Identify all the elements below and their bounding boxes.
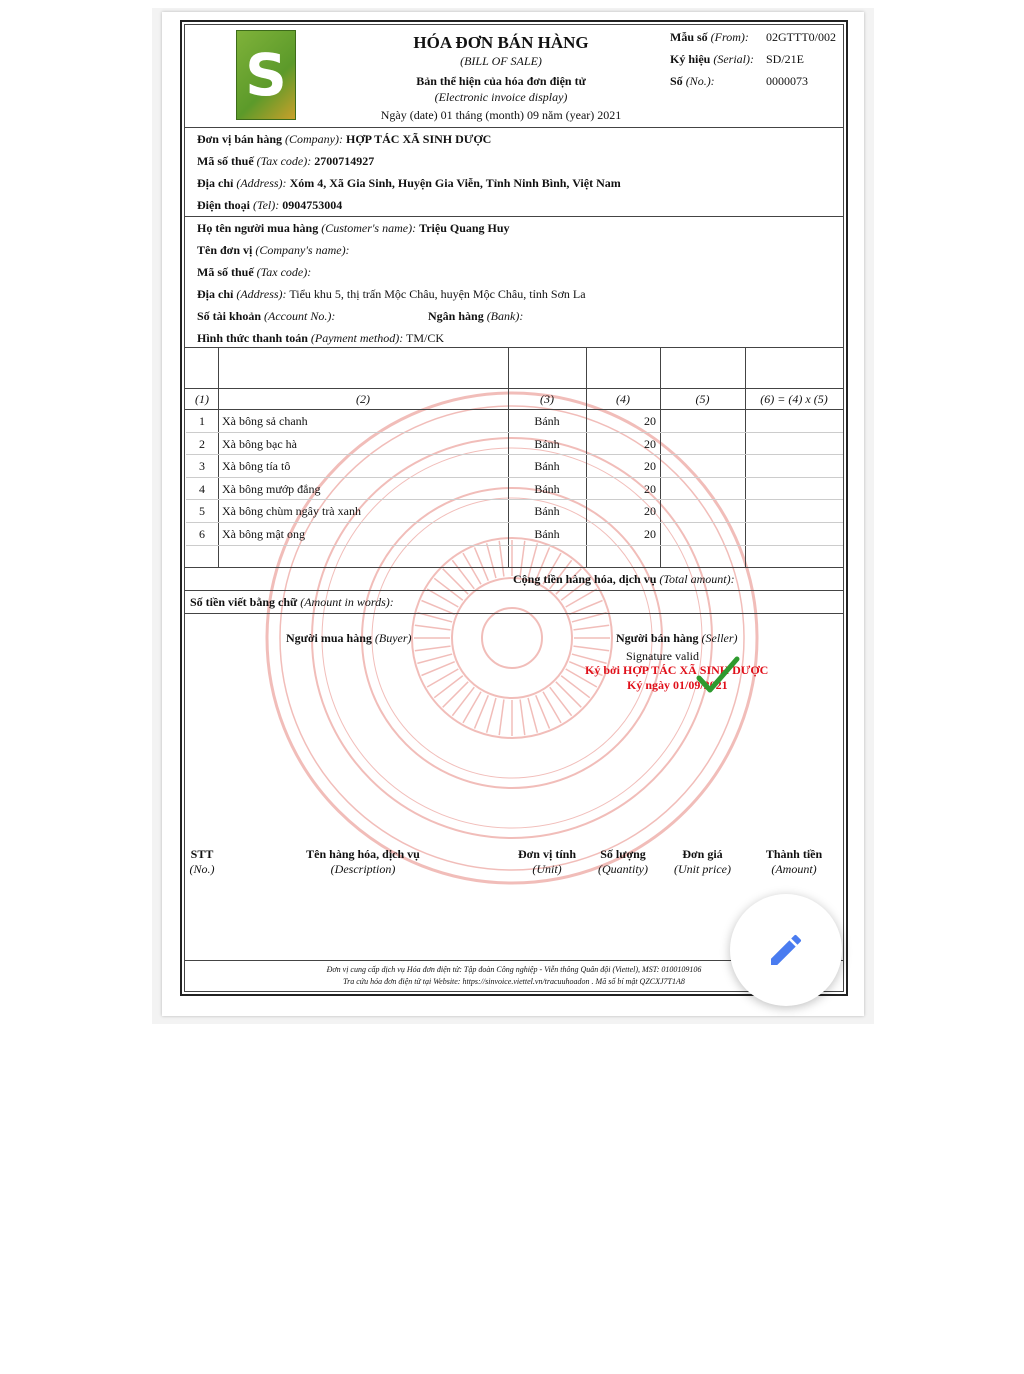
row-amount (745, 455, 839, 477)
index-cell: (4) (616, 391, 630, 406)
signed-by-text: Ký bởi HỢP TÁC XÃ SINH DƯỢC (585, 663, 769, 677)
row-quantity: 20 (644, 481, 656, 496)
row-unit-price (660, 410, 741, 432)
row-unit-price (660, 478, 741, 500)
row-description: Xà bông bạc hà (222, 436, 297, 451)
table-row (186, 500, 843, 522)
invoice-date: Ngày (date) 01 tháng (month) 09 năm (year) 2021 (380, 108, 622, 122)
index-cell: (2) (356, 391, 370, 406)
row-no: 1 (199, 413, 205, 428)
buyer-tax-code: Mã số thuế (Tax code): (197, 265, 312, 279)
row-quantity: 20 (644, 436, 656, 451)
buyer-signature-label: Người mua hàng (Buyer) (286, 631, 412, 645)
divider (185, 216, 843, 217)
edit-button[interactable] (730, 894, 842, 1006)
row-amount (745, 523, 839, 545)
number-value: 0000073 (766, 74, 808, 88)
col-header-description: Tên hàng hóa, dịch vụ (Description) (306, 847, 420, 876)
payment-method: Hình thức thanh toán (Payment method): TM/CK (197, 331, 445, 345)
template-value: 02GTTT0/002 (766, 30, 836, 44)
row-no: 4 (199, 481, 205, 496)
seller-tax-code: Mã số thuế (Tax code): 2700714927 (197, 154, 375, 168)
row-separator (186, 499, 843, 500)
buyer-name: Họ tên người mua hàng (Customer's name): Triệu Quang Huy (197, 221, 510, 235)
seller-address: Địa chỉ (Address): Xóm 4, Xã Gia Sinh, Huyện Gia Viễn, Tỉnh Ninh Bình, Việt Nam (197, 176, 621, 190)
row-unit: Bánh (534, 458, 560, 473)
table-row (186, 455, 843, 477)
row-amount (745, 433, 839, 455)
index-cell: (6) = (4) x (5) (760, 391, 828, 406)
row-unit-price (660, 523, 741, 545)
row-separator (186, 454, 843, 455)
table-row (186, 433, 843, 455)
buyer-company: Tên đơn vị (Company's name): (197, 243, 350, 257)
table-row (186, 410, 843, 432)
row-unit: Bánh (534, 436, 560, 451)
row-unit-price (660, 433, 741, 455)
row-quantity: 20 (644, 413, 656, 428)
table-row (186, 478, 843, 500)
row-quantity: 20 (644, 503, 656, 518)
row-amount (745, 410, 839, 432)
row-quantity: 20 (644, 526, 656, 541)
row-description: Xà bông tía tô (222, 458, 291, 473)
col-header-amount: Thành tiền (Amount) (765, 847, 823, 876)
row-no: 2 (199, 436, 205, 451)
index-cell: (1) (195, 391, 209, 406)
row-description: Xà bông chùm ngây trà xanh (222, 503, 361, 518)
col-header-quantity: Số lượng (Quantity) (598, 847, 648, 876)
row-no: 3 (199, 458, 205, 473)
index-cell: (3) (540, 391, 554, 406)
display-note-en: (Electronic invoice display) (434, 90, 568, 104)
template-label: Mẫu số (From): (670, 30, 749, 44)
row-no: 6 (199, 526, 205, 541)
footer-provider: Đơn vị cung cấp dịch vụ Hóa đơn điện tử: Tập đoàn Công nghiệp - Viễn thông Quân đội (Viettel), MST: 0100109106 (326, 965, 702, 974)
seller-signature-label: Người bán hàng (Seller) (616, 631, 738, 645)
row-unit: Bánh (534, 526, 560, 541)
buyer-account: Số tài khoản (Account No.): (197, 309, 336, 323)
row-separator (186, 432, 843, 433)
amount-in-words-label: Số tiền viết bằng chữ (Amount in words): (190, 595, 394, 609)
signed-date-text: Ký ngày 01/09/2021 (627, 678, 728, 692)
row-unit: Bánh (534, 413, 560, 428)
serial-value: SD/21E (766, 52, 805, 66)
row-unit: Bánh (534, 481, 560, 496)
check-icon (696, 656, 740, 696)
footer-lookup: Tra cứu hóa đơn điện tử tại Website: https://sinvoice.viettel.vn/tracuuhoadon . Mã số bí mật QZCXJ7T1A8 (343, 977, 685, 986)
seller-phone: Điện thoại (Tel): 0904753004 (197, 198, 343, 212)
seller-company: Đơn vị bán hàng (Company): HỢP TÁC XÃ SINH DƯỢC (197, 132, 492, 146)
buyer-bank: Ngân hàng (Bank): (428, 309, 524, 323)
row-description: Xà bông mật ong (222, 526, 305, 541)
index-cell: (5) (695, 391, 710, 406)
col-header-unit: Đơn vị tính (Unit) (518, 847, 576, 876)
invoice-subtitle: (BILL OF SALE) (460, 54, 542, 68)
row-amount (745, 478, 839, 500)
row-unit-price (660, 500, 741, 522)
row-separator (186, 522, 843, 523)
row-description: Xà bông sả chanh (222, 413, 308, 428)
row-separator (186, 477, 843, 478)
signature-valid-text: Signature valid (626, 649, 699, 663)
table-index-row (186, 388, 843, 410)
row-unit: Bánh (534, 503, 560, 518)
display-note: Bản thể hiện của hóa đơn điện tử (416, 74, 586, 88)
row-unit-price (660, 455, 741, 477)
row-separator (186, 545, 843, 546)
number-label: Số (No.): (670, 74, 715, 88)
row-amount (745, 500, 839, 522)
pencil-icon (766, 930, 806, 970)
serial-label: Ký hiệu (Serial): (670, 52, 754, 66)
row-description: Xà bông mướp đắng (222, 481, 321, 496)
col-header-unit-price: Đơn giá (Unit price) (674, 847, 731, 876)
invoice-title: HÓA ĐƠN BÁN HÀNG (413, 33, 589, 52)
table-row (186, 523, 843, 545)
row-quantity: 20 (644, 458, 656, 473)
total-amount-label: Cộng tiền hàng hóa, dịch vụ (Total amount): (513, 572, 735, 586)
row-no: 5 (199, 503, 205, 518)
buyer-address: Địa chỉ (Address): Tiểu khu 5, thị trấn Mộc Châu, huyện Mộc Châu, tỉnh Sơn La (197, 287, 586, 301)
col-header-no: STT (No.) (189, 847, 215, 876)
divider (185, 127, 843, 128)
company-logo: S (236, 30, 296, 120)
